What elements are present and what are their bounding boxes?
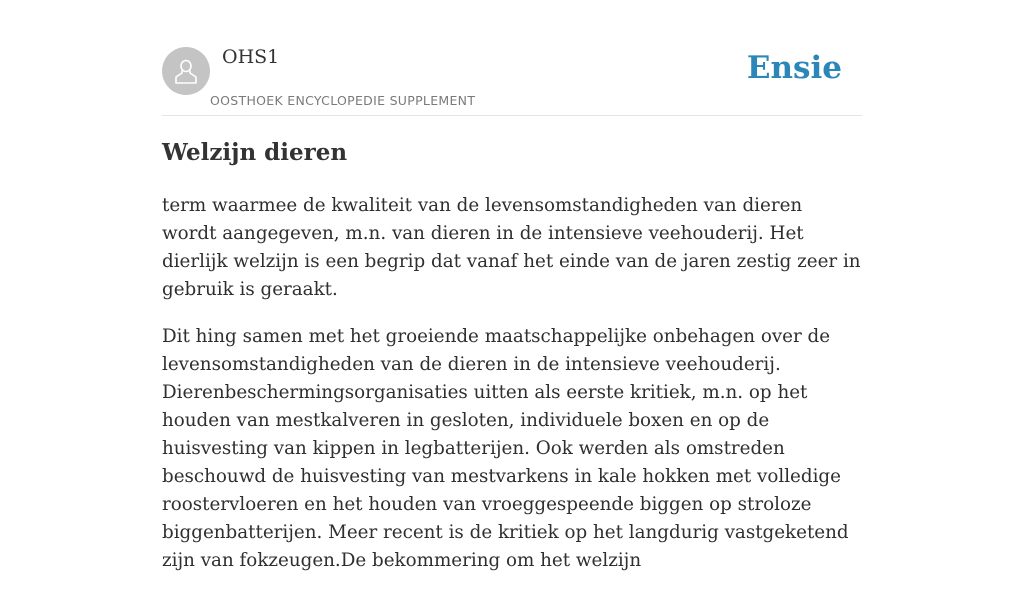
article-paragraph: Dit hing samen met het groeiende maatschappelijke onbehagen over de levensomstandigheden van de dieren in de intensieve veehouderij. Dierenbeschermingsorganisaties uitten als eerste kritiek, m.n. op het houden van mestkalveren in gesloten, individuele boxen en op de huisvesting van kippen in legbatterijen. Ook werden als omstreden beschouwd de huisvesting van mestvarkens in kale hokken met volledige roostervloeren en het houden van vroeggespeende biggen op stroloze biggenbatterijen. Meer recent is de kritiek op het langdurig vastgeketend zijn van fokzeugen.De bekommering om het welzijn <box>162 326 849 571</box>
article-title: Welzijn dieren <box>162 139 348 166</box>
header-divider <box>162 115 862 116</box>
article-body <box>162 192 862 594</box>
source-label[interactable]: OOSTHOEK ENCYCLOPEDIE SUPPLEMENT <box>210 93 476 108</box>
author-name[interactable]: OHS1 <box>222 46 280 68</box>
user-silhouette-icon <box>171 56 201 86</box>
ensie-logo[interactable]: Ensie <box>746 50 842 86</box>
author-avatar[interactable] <box>162 47 210 95</box>
article-paragraph: term waarmee de kwaliteit van de levensomstandigheden van dieren wordt aangegeven, m.n. van dieren in de intensieve veehouderij. Het dierlijk welzijn is een begrip dat vanaf het einde van de jaren zestig zeer in gebruik is geraakt. <box>162 195 861 300</box>
